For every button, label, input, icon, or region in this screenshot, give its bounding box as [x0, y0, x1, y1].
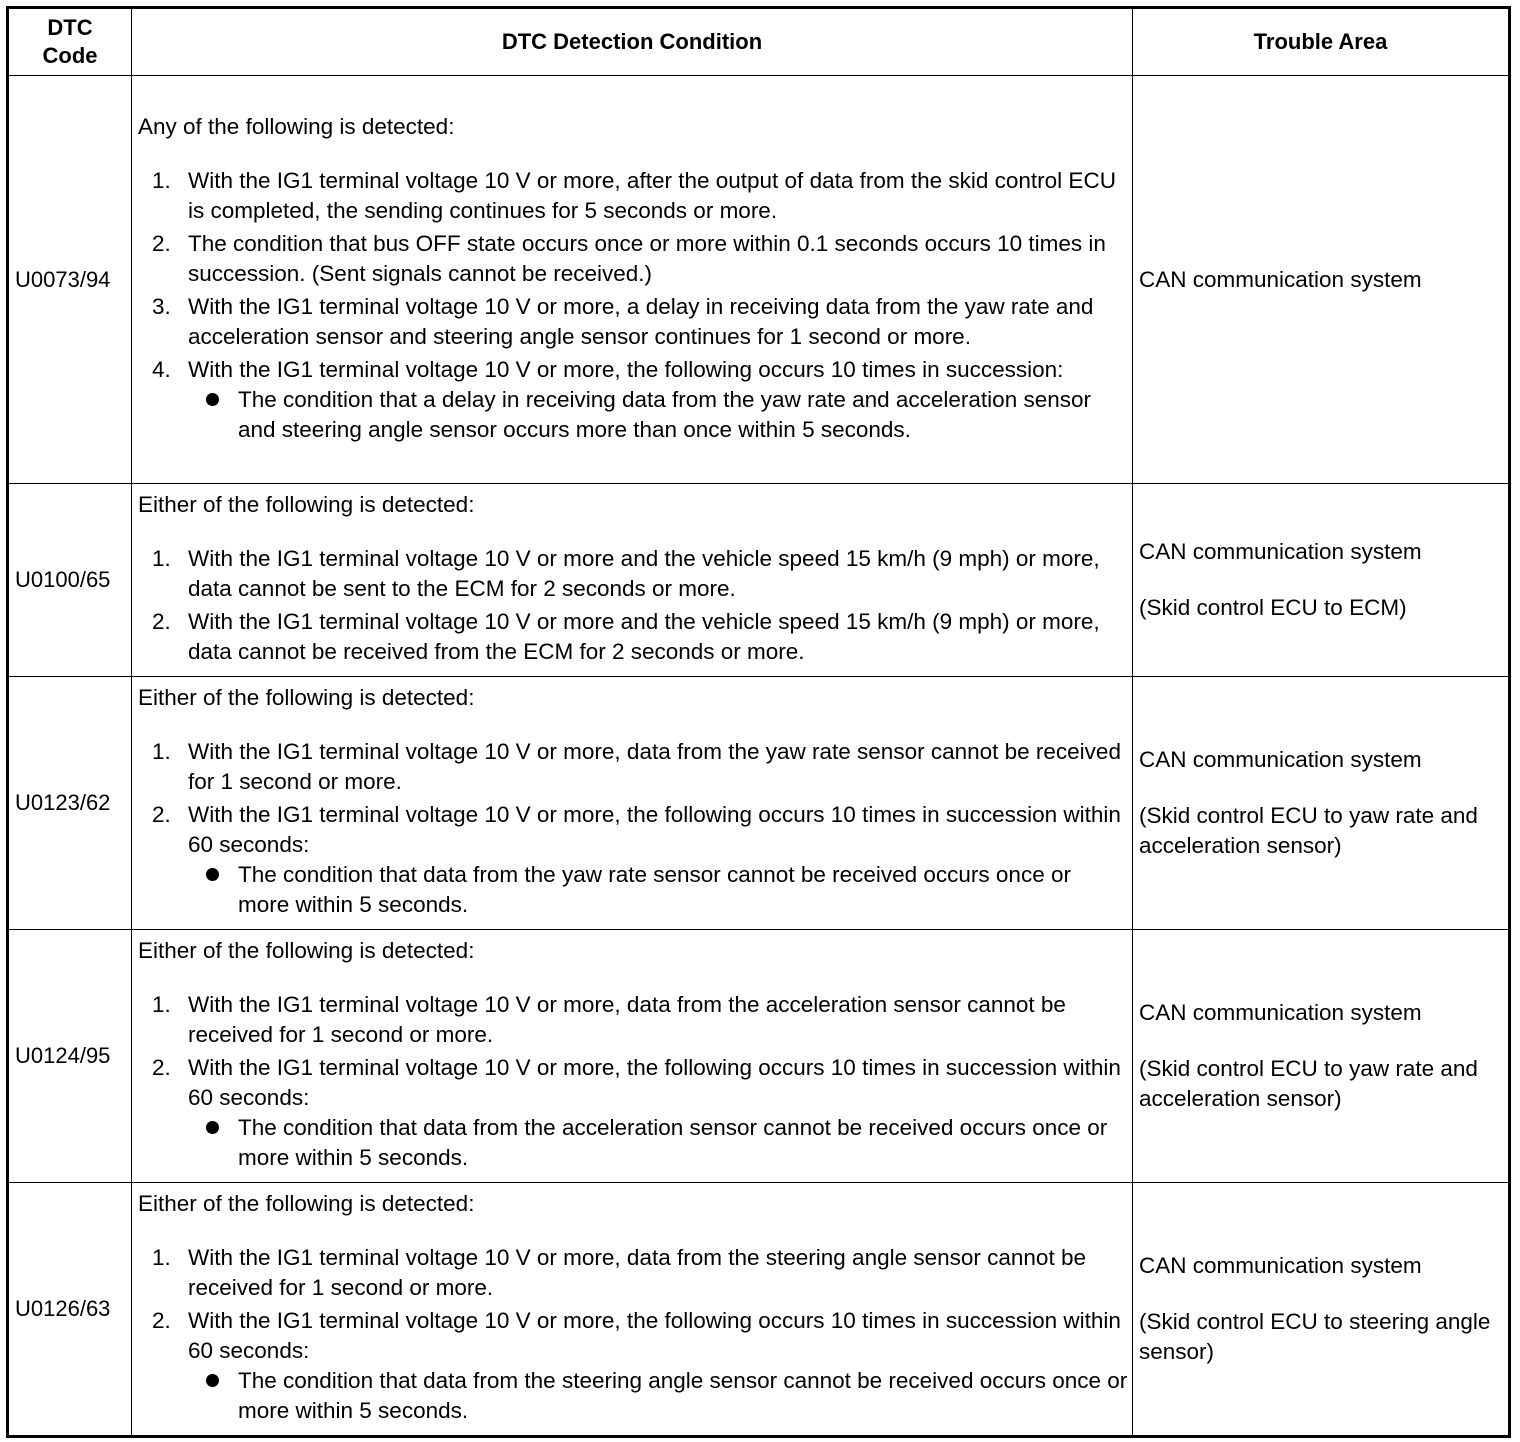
list-item: 1. With the IG1 terminal voltage 10 V or more and the vehicle speed 15 km/h (9 mph) or more, data cannot be sent to the ECM for 2 seconds or more.: [152, 546, 1100, 601]
detection-condition: [132, 484, 1133, 677]
trouble-area-detail: (Skid control ECU to yaw rate and acceleration sensor): [1139, 803, 1478, 858]
header-code-line2: Code: [42, 43, 98, 68]
trouble-area-primary: CAN communication system: [1139, 1000, 1422, 1025]
header-dtc-code: [8, 8, 132, 76]
bullet-icon: [206, 868, 219, 881]
trouble-area-detail: (Skid control ECU to steering angle sensor): [1139, 1309, 1491, 1364]
detection-condition: [132, 1183, 1133, 1437]
condition-intro: Either of the following is detected:: [138, 492, 475, 517]
list-item: 2. With the IG1 terminal voltage 10 V or more and the vehicle speed 15 km/h (9 mph) or more, data cannot be received from the ECM for 2 seconds or more.: [152, 609, 1100, 664]
trouble-area-primary: CAN communication system: [1139, 539, 1422, 564]
sub-list: [188, 1366, 1128, 1426]
table-row: [8, 930, 1510, 1183]
condition-list: [138, 544, 1128, 667]
condition-list: [138, 1243, 1128, 1426]
bullet-icon: [206, 393, 219, 406]
table-row: [8, 76, 1510, 484]
list-item: 2. With the IG1 terminal voltage 10 V or more, the following occurs 10 times in succession within 60 seconds: The condition that data from the acceleration sensor cannot be received occurs once or more within 5 seconds.: [138, 1053, 1128, 1173]
sub-list: [188, 385, 1128, 445]
trouble-area: [1133, 484, 1510, 677]
list-item: 3. With the IG1 terminal voltage 10 V or more, a delay in receiving data from the yaw rate and acceleration sensor and steering angle sensor continues for 1 second or more.: [152, 293, 1094, 349]
sub-list-item: The condition that a delay in receiving data from the yaw rate and acceleration sensor and steering angle sensor occurs more than once within 5 seconds.: [188, 385, 1128, 445]
bullet-icon: [206, 1374, 219, 1387]
sub-list-item: The condition that data from the steering angle sensor cannot be received occurs once or more within 5 seconds.: [188, 1366, 1128, 1426]
list-item: 1. With the IG1 terminal voltage 10 V or more, data from the acceleration sensor cannot be received for 1 second or more.: [152, 992, 1066, 1047]
trouble-area-primary: CAN communication system: [1139, 266, 1422, 292]
header-row: [8, 8, 1510, 76]
dtc-code: U0123/62: [8, 677, 132, 930]
list-item: 1. With the IG1 terminal voltage 10 V or more, data from the yaw rate sensor cannot be received for 1 second or more.: [152, 739, 1121, 794]
condition-intro: Any of the following is detected:: [138, 113, 455, 139]
dtc-code: U0124/95: [8, 930, 132, 1183]
sub-list-item: The condition that data from the yaw rate sensor cannot be received occurs once or more within 5 seconds.: [188, 860, 1128, 920]
trouble-area: [1133, 930, 1510, 1183]
bullet-icon: [206, 1121, 219, 1134]
list-item: 4. With the IG1 terminal voltage 10 V or more, the following occurs 10 times in succession: The condition that a delay in receiving data from the yaw rate and acceleration sensor and steering angle sensor occurs more than once within 5 seconds.: [138, 355, 1128, 445]
table-row: [8, 677, 1510, 930]
trouble-area-detail: (Skid control ECU to yaw rate and acceleration sensor): [1139, 1056, 1478, 1111]
header-trouble-area: Trouble Area: [1133, 8, 1510, 76]
table-row: [8, 484, 1510, 677]
trouble-area: [1133, 1183, 1510, 1437]
list-item: 1. With the IG1 terminal voltage 10 V or more, data from the steering angle sensor cannot be received for 1 second or more.: [152, 1245, 1086, 1300]
detection-condition: [132, 930, 1133, 1183]
table-row: [8, 1183, 1510, 1437]
list-item: 2. With the IG1 terminal voltage 10 V or more, the following occurs 10 times in succession within 60 seconds: The condition that data from the yaw rate sensor cannot be received occurs once or more within 5 seconds.: [138, 800, 1128, 920]
trouble-area-detail: (Skid control ECU to ECM): [1139, 595, 1407, 620]
trouble-area: [1133, 76, 1510, 484]
condition-intro: Either of the following is detected:: [138, 1191, 475, 1216]
condition-list: [138, 166, 1128, 445]
list-item: 2. The condition that bus OFF state occurs once or more within 0.1 seconds occurs 10 times in succession. (Sent signals cannot be received.): [152, 230, 1106, 286]
trouble-area-primary: CAN communication system: [1139, 747, 1422, 772]
sub-list-item: The condition that data from the acceleration sensor cannot be received occurs once or more within 5 seconds.: [188, 1113, 1128, 1173]
sub-list: [188, 1113, 1128, 1173]
dtc-code: U0073/94: [8, 76, 132, 484]
dtc-code: U0126/63: [8, 1183, 132, 1437]
condition-intro: Either of the following is detected:: [138, 938, 475, 963]
sub-list: [188, 860, 1128, 920]
trouble-area: [1133, 677, 1510, 930]
dtc-code: U0100/65: [8, 484, 132, 677]
dtc-table: [6, 6, 1511, 1438]
condition-intro: Either of the following is detected:: [138, 685, 475, 710]
condition-list: [138, 990, 1128, 1173]
detection-condition: [132, 76, 1133, 484]
condition-list: [138, 737, 1128, 920]
detection-condition: [132, 677, 1133, 930]
header-detection-condition: DTC Detection Condition: [132, 8, 1133, 76]
trouble-area-primary: CAN communication system: [1139, 1253, 1422, 1278]
list-item: 2. With the IG1 terminal voltage 10 V or more, the following occurs 10 times in succession within 60 seconds: The condition that data from the steering angle sensor cannot be received occurs once or more within 5 seconds.: [138, 1306, 1128, 1426]
list-item: 1. With the IG1 terminal voltage 10 V or more, after the output of data from the skid control ECU is completed, the sending continues for 5 seconds or more.: [152, 167, 1116, 223]
header-code-line1: DTC: [47, 15, 93, 40]
